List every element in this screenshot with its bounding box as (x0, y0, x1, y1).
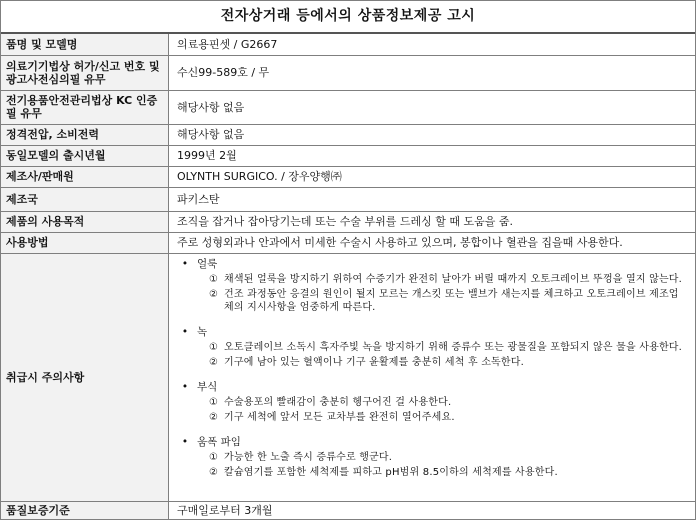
row-value: OLYNTH SURGICO. / 장우양행㈜ (169, 166, 696, 187)
list-item (173, 288, 687, 314)
item-text: 채색된 얼룩을 방지하기 위하여 수증기가 완전히 날아가 버릴 때까지 오토크레이브 뚜껑을 열지 않는다. (224, 273, 683, 285)
item-text: 건조 과정동안 응결의 원인이 될지 모르는 개스킷 또는 밸브가 새는지를 체크하고 오토크레이브 제조업체의 지시사항을 엄중하게 따른다. (224, 288, 679, 313)
row-value: 파키스탄 (169, 187, 696, 211)
care-section (173, 326, 687, 369)
bullet-icon: • (181, 257, 189, 270)
row-value: 1999년 2월 (169, 145, 696, 166)
row-label: 동일모델의 출시년월 (1, 145, 169, 166)
row-label: 제조국 (1, 187, 169, 211)
table-row (1, 253, 695, 501)
row-value: 해당사항 없음 (169, 90, 696, 124)
item-text: 칼슘염기를 포함한 세척제를 피하고 pH범위 8.5이하의 세척제를 사용한다. (224, 466, 558, 478)
item-number: ① (209, 396, 218, 408)
table-row (1, 166, 695, 187)
table-row (1, 501, 695, 519)
product-info-table (1, 34, 695, 519)
list-item (173, 451, 687, 464)
list-item (173, 341, 687, 354)
care-instructions (169, 253, 696, 501)
section-heading: 부식 (197, 380, 218, 393)
bullet-icon: • (181, 380, 189, 393)
row-label: 품명 및 모델명 (1, 34, 169, 55)
row-label: 취급시 주의사항 (1, 253, 169, 501)
item-number: ② (209, 411, 218, 423)
table-row (1, 211, 695, 232)
item-number: ② (209, 466, 218, 478)
row-label: 의료기기법상 허가/신고 번호 및 광고사전심의필 유무 (1, 55, 169, 90)
item-text: 기구 세척에 앞서 모든 교차부를 완전히 열어주세요. (224, 411, 455, 423)
care-section (173, 436, 687, 479)
list-item (173, 356, 687, 369)
row-value: 주로 성형외과나 안과에서 미세한 수술시 사용하고 있으며, 봉합이나 혈관을 집을때 사용한다. (169, 232, 696, 253)
table-row (1, 90, 695, 124)
row-label: 사용방법 (1, 232, 169, 253)
section-heading: 녹 (197, 325, 208, 338)
list-item (173, 466, 687, 479)
table-row (1, 55, 695, 90)
table-row (1, 34, 695, 55)
item-number: ① (209, 451, 218, 463)
item-text: 기구에 남아 있는 혈액이나 기구 윤활제를 충분히 세척 후 소독한다. (224, 356, 525, 368)
item-text: 오토클레이브 소독시 흑자주빛 녹을 방지하기 위해 증류수 또는 광물질을 포함되지 않은 물을 사용한다. (224, 341, 683, 353)
table-row (1, 232, 695, 253)
section-heading: 얼룩 (197, 257, 218, 270)
list-item (173, 396, 687, 409)
row-label: 정격전압, 소비전력 (1, 124, 169, 145)
section-heading: 움폭 파임 (197, 435, 241, 448)
row-label: 제조사/판매원 (1, 166, 169, 187)
item-text: 수술용포의 빨래감이 충분히 헹구어진 걸 사용한다. (224, 396, 452, 408)
item-number: ① (209, 273, 218, 285)
table-row (1, 145, 695, 166)
row-value: 구매일로부터 3개월 (177, 503, 273, 517)
row-value: 수신99-589호 / 무 (169, 55, 696, 90)
list-item (173, 273, 687, 286)
row-label: 전기용품안전관리법상 KC 인증 필 유무 (1, 90, 169, 124)
table-row (1, 187, 695, 211)
item-number: ② (209, 288, 218, 300)
row-label: 제품의 사용목적 (1, 211, 169, 232)
bullet-icon: • (181, 325, 189, 338)
row-value: 조직을 잡거나 잡아당기는데 또는 수술 부위를 드레싱 할 때 도움을 줌. (169, 211, 696, 232)
row-value: 의료용핀셋 / G2667 (169, 34, 696, 55)
row-label: 품질보증기준 (1, 501, 169, 519)
list-item (173, 411, 687, 424)
row-value: 해당사항 없음 (169, 124, 696, 145)
item-number: ① (209, 341, 218, 353)
bullet-icon: • (181, 435, 189, 448)
item-number: ② (209, 356, 218, 368)
item-text: 가능한 한 노출 즉시 증류수로 행군다. (224, 451, 393, 463)
table-row (1, 124, 695, 145)
notice-title: 전자상거래 등에서의 상품정보제공 고시 (1, 1, 695, 34)
care-section (173, 381, 687, 424)
care-section (173, 258, 687, 314)
